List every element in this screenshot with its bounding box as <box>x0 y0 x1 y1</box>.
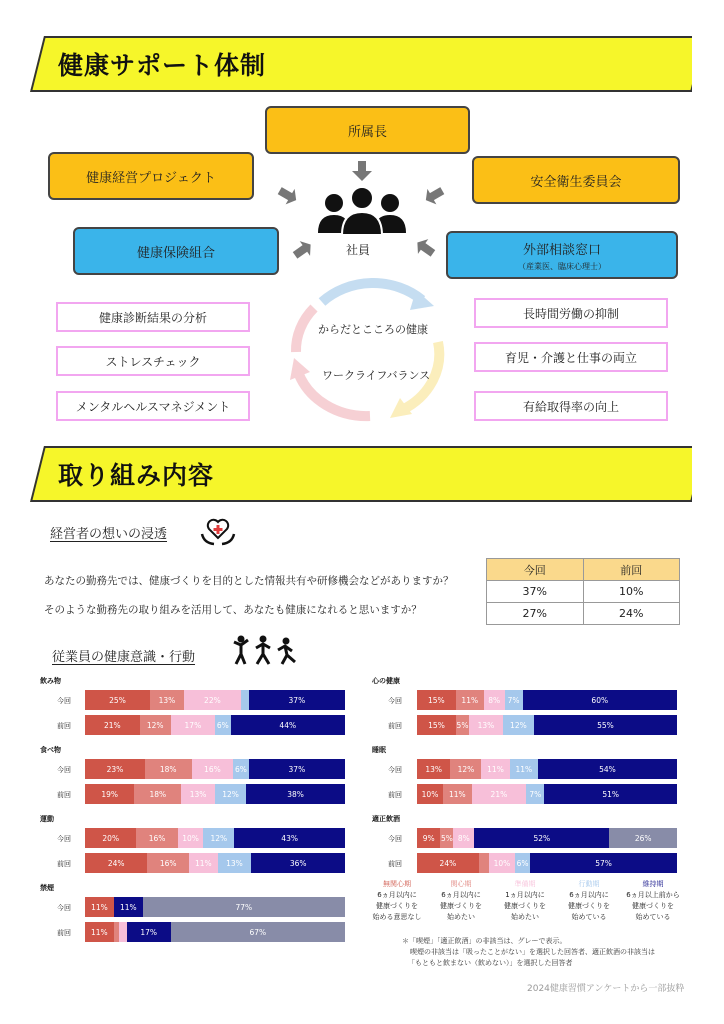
chart-bar <box>85 897 345 917</box>
right-item-overtime <box>474 298 668 328</box>
chart-group-label: 睡眠 <box>372 746 386 754</box>
section-banner-support <box>30 36 692 92</box>
chart-bar <box>417 828 677 848</box>
chart-bar <box>417 784 677 804</box>
chart-segment: 52% <box>474 828 609 848</box>
section-title-support: 健康サポート体制 <box>58 51 267 80</box>
chart-segment: 55% <box>534 715 677 735</box>
chart-bar <box>417 853 677 873</box>
table-row <box>487 603 680 625</box>
legend-description: 健康づくりを <box>376 902 418 910</box>
chart-segment: 17% <box>171 715 215 735</box>
chart-segment: 11% <box>114 897 143 917</box>
chart-row-label: 前回 <box>388 860 402 868</box>
chart-segment: 9% <box>417 828 440 848</box>
chart-segment: 13% <box>150 690 184 710</box>
chart-segment: 19% <box>85 784 134 804</box>
legend-title: 無関心期 <box>383 880 411 888</box>
cycle-text-health: からだとこころの健康 <box>318 323 428 336</box>
legend-description: 6ヵ月以内に <box>441 891 481 899</box>
chart-row-label: 前回 <box>57 860 71 868</box>
chart-segment: 37% <box>249 759 345 779</box>
org-box-external-consult-sub: （産業医、臨床心理士） <box>518 261 606 271</box>
right-item-childcare-label: 育児・介護と仕事の両立 <box>504 350 637 365</box>
legend-description: 始める意思なし <box>372 913 422 921</box>
chart-segment: 13% <box>218 853 252 873</box>
section-title-activities: 取り組み内容 <box>58 461 215 490</box>
table-cell: 24% <box>583 603 680 625</box>
chart-segment: 12% <box>450 759 481 779</box>
employees-label: 社員 <box>346 243 371 257</box>
chart-segment: 16% <box>147 853 189 873</box>
chart-segment: 13% <box>181 784 215 804</box>
arrow-down-left-icon <box>424 185 446 207</box>
legend-description: 始めている <box>571 913 607 921</box>
chart-segment: 57% <box>530 853 677 873</box>
chart-segment: 15% <box>417 690 456 710</box>
chart-group-label: 禁煙 <box>40 884 54 892</box>
chart-segment: 25% <box>85 690 150 710</box>
chart-segment: 43% <box>234 828 345 848</box>
chart-segment: 18% <box>145 759 192 779</box>
cycle-arrows-icon <box>282 272 452 427</box>
legend-item <box>361 879 433 923</box>
legend-description: 健康づくりを <box>632 902 674 910</box>
chart-row-label: 今回 <box>57 766 71 774</box>
chart-segment: 6% <box>515 853 530 873</box>
left-item-mental-health-label: メンタルヘルスマネジメント <box>75 399 231 414</box>
chart-segment: 11% <box>189 853 218 873</box>
org-box-health-project-label: 健康経営プロジェクト <box>86 170 216 186</box>
chart-segment: 12% <box>215 784 246 804</box>
chart-segment: 5% <box>440 828 453 848</box>
management-label: 経営者の想いの浸透 <box>50 527 168 542</box>
chart-segment: 12% <box>140 715 171 735</box>
chart-segment: 5% <box>456 715 469 735</box>
legend-title: 行動期 <box>578 880 600 888</box>
source-note: 2024健康習慣アンケートから一部抜粋 <box>527 984 685 994</box>
footnote-line2: 喫煙の非該当は「吸ったことがない」を選択した回答者、適正飲酒の非該当は <box>410 948 655 956</box>
legend-description: 1ヵ月以内に <box>505 891 545 899</box>
chart-segment: 13% <box>469 715 503 735</box>
chart-segment: 8% <box>484 690 505 710</box>
chart-segment: 11% <box>510 759 538 779</box>
chart-row-label: 今回 <box>57 835 71 843</box>
org-box-external-consult-label: 外部相談窓口 <box>522 242 601 258</box>
legend-title: 維持期 <box>642 880 664 888</box>
chart-segment: 37% <box>249 690 345 710</box>
employees-group-icon <box>312 185 412 241</box>
heart-hands-icon <box>200 516 236 546</box>
chart-segment: 7% <box>526 784 544 804</box>
chart-segment: 26% <box>609 828 677 848</box>
chart-segment: 51% <box>544 784 677 804</box>
legend-description: 始めている <box>635 913 671 921</box>
org-box-health-insurance <box>73 227 279 275</box>
right-item-overtime-label: 長時間労働の抑制 <box>522 306 619 321</box>
question-info-sharing: あなたの勤務先では、健康づくりを目的とした情報共有や研修機会などがありますか？ <box>44 575 454 587</box>
chart-bar <box>85 828 345 848</box>
chart-segment: 13% <box>417 759 450 779</box>
arrow-down-right-icon <box>276 185 298 207</box>
chart-group-label: 適正飲酒 <box>372 815 400 823</box>
table-row <box>487 581 680 603</box>
legend-title: 準備期 <box>514 880 536 888</box>
legend-description: 6ヵ月以内に <box>377 891 417 899</box>
chart-segment: 11% <box>85 897 114 917</box>
chart-segment: 54% <box>538 759 677 779</box>
chart-segment: 8% <box>453 828 474 848</box>
chart-segment: 17% <box>127 922 171 942</box>
chart-segment: 77% <box>143 897 345 917</box>
chart-segment <box>119 922 127 942</box>
chart-segment: 16% <box>192 759 234 779</box>
table-header-current: 今回 <box>487 559 584 581</box>
chart-segment: 10% <box>417 784 443 804</box>
chart-group-label: 食べ物 <box>40 746 61 754</box>
org-box-health-project <box>48 152 254 200</box>
chart-segment: 44% <box>231 715 345 735</box>
chart-segment: 10% <box>178 828 204 848</box>
chart-segment: 11% <box>481 759 509 779</box>
chart-segment: 11% <box>443 784 472 804</box>
chart-bar <box>417 690 677 710</box>
left-item-stress-check-label: ストレスチェック <box>105 354 201 369</box>
chart-segment: 12% <box>503 715 534 735</box>
chart-bar <box>85 784 345 804</box>
chart-bar <box>417 759 677 779</box>
section-banner-activities <box>30 446 692 502</box>
arrow-up-left-icon <box>414 238 436 260</box>
chart-segment: 16% <box>136 828 177 848</box>
right-item-childcare <box>474 342 668 372</box>
chart-segment: 20% <box>85 828 136 848</box>
chart-group-label: 飲み物 <box>40 677 61 685</box>
legend-description: 始めたい <box>447 913 475 921</box>
chart-segment: 60% <box>523 690 677 710</box>
legend-description: 6ヵ月以内に <box>569 891 609 899</box>
org-box-manager <box>265 106 470 154</box>
org-box-safety-committee-label: 安全衛生委員会 <box>530 174 622 190</box>
chart-row-label: 今回 <box>57 904 71 912</box>
chart-segment: 7% <box>505 690 523 710</box>
right-item-paid-leave-label: 有給取得率の向上 <box>522 399 619 414</box>
table-cell: 10% <box>583 581 680 603</box>
chart-bar <box>85 759 345 779</box>
arrow-down-icon <box>351 160 373 182</box>
chart-segment: 36% <box>251 853 345 873</box>
chart-segment: 24% <box>417 853 479 873</box>
chart-row-label: 前回 <box>388 722 402 730</box>
legend-item <box>617 879 689 923</box>
chart-row-label: 今回 <box>388 697 402 705</box>
chart-row-label: 今回 <box>388 766 402 774</box>
legend-description: 健康づくりを <box>440 902 482 910</box>
chart-segment <box>479 853 489 873</box>
exercise-people-icon <box>232 634 298 666</box>
chart-row-label: 前回 <box>57 791 71 799</box>
footnote-line1: ＊「喫煙」「適正飲酒」の非該当は、グレーで表示。 <box>402 937 567 945</box>
chart-bar <box>85 715 345 735</box>
employee-awareness-label: 従業員の健康意識・行動 <box>52 650 196 665</box>
table-header-row <box>487 559 680 581</box>
left-item-checkup <box>56 302 250 332</box>
org-box-manager-label: 所属長 <box>347 124 387 140</box>
org-box-safety-committee <box>472 156 680 204</box>
cycle-text-balance: ワークライフバランス <box>322 369 431 382</box>
legend-description: 始めたい <box>511 913 539 921</box>
legend-description: 6ヵ月以上前から <box>626 891 680 899</box>
left-item-checkup-label: 健康診断結果の分析 <box>98 310 207 325</box>
table-cell: 37% <box>487 581 584 603</box>
legend-item <box>553 879 625 923</box>
chart-segment: 24% <box>85 853 147 873</box>
chart-bar <box>417 715 677 735</box>
chart-segment: 21% <box>85 715 140 735</box>
footnote-line3: 「もともと飲まない（飲めない）」を選択した回答者 <box>408 959 573 967</box>
org-box-external-consult <box>446 231 678 279</box>
chart-segment: 18% <box>134 784 181 804</box>
legend-description: 健康づくりを <box>568 902 610 910</box>
chart-row-label: 前回 <box>388 791 402 799</box>
table-header-previous: 前回 <box>583 559 680 581</box>
chart-segment: 15% <box>417 715 456 735</box>
question-health-effect: そのような勤務先の取り組みを活用して、あなたも健康になれると思いますか？ <box>44 604 422 616</box>
chart-bar <box>85 690 345 710</box>
chart-segment: 38% <box>246 784 345 804</box>
chart-group-label: 運動 <box>40 815 54 823</box>
legend-title: 関心期 <box>450 880 472 888</box>
arrow-up-right-icon <box>292 240 314 262</box>
comparison-table <box>486 558 680 625</box>
chart-segment: 6% <box>233 759 249 779</box>
left-item-stress-check <box>56 346 250 376</box>
chart-row-label: 前回 <box>57 929 71 937</box>
chart-segment: 6% <box>215 715 231 735</box>
chart-segment: 10% <box>489 853 515 873</box>
left-item-mental-health <box>56 391 250 421</box>
chart-bar <box>85 922 345 942</box>
chart-row-label: 今回 <box>57 697 71 705</box>
chart-segment: 12% <box>203 828 234 848</box>
org-box-health-insurance-label: 健康保険組合 <box>136 245 215 261</box>
chart-segment: 67% <box>171 922 345 942</box>
right-item-paid-leave <box>474 391 668 421</box>
table-cell: 27% <box>487 603 584 625</box>
chart-row-label: 今回 <box>388 835 402 843</box>
legend-item <box>489 879 561 923</box>
chart-bar <box>85 853 345 873</box>
chart-segment: 11% <box>456 690 484 710</box>
legend-description: 健康づくりを <box>504 902 546 910</box>
chart-segment: 22% <box>184 690 241 710</box>
chart-group-label: 心の健康 <box>372 677 400 685</box>
chart-segment: 21% <box>472 784 527 804</box>
chart-segment: 23% <box>85 759 145 779</box>
chart-row-label: 前回 <box>57 722 71 730</box>
chart-segment: 11% <box>85 922 114 942</box>
chart-segment <box>241 690 249 710</box>
legend-item <box>425 879 497 923</box>
